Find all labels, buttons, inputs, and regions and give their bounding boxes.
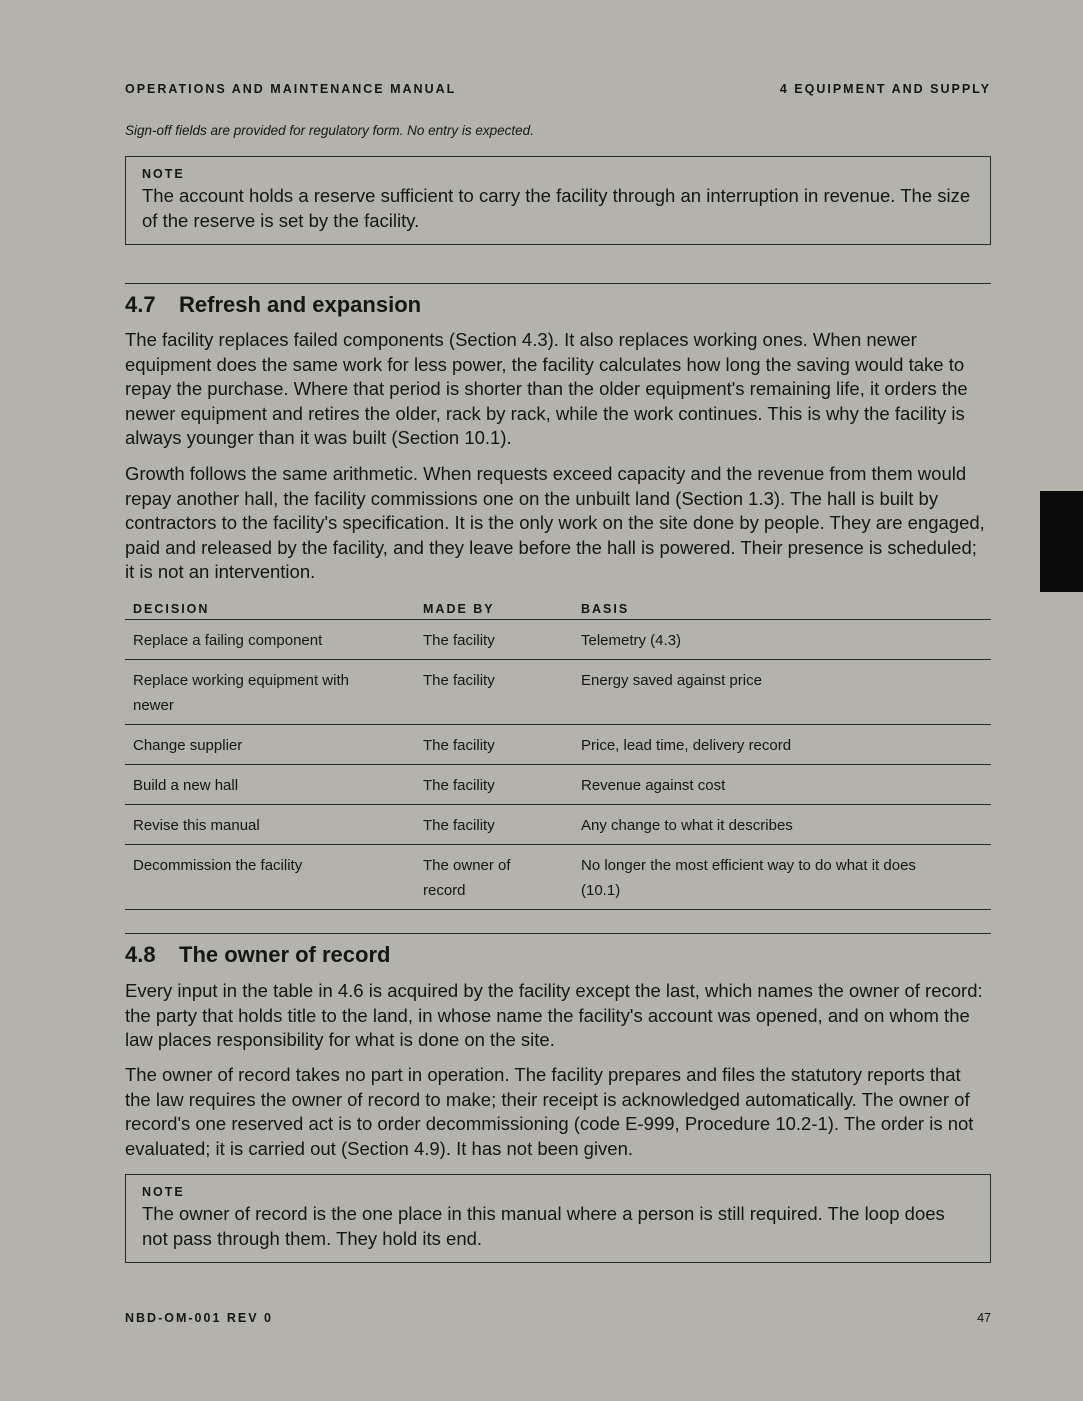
chapter-thumb-tab — [1040, 491, 1083, 592]
cell-basis: Energy saved against price — [573, 660, 991, 725]
column-header-decision: DECISION — [125, 600, 415, 620]
section-title-text: Refresh and expansion — [179, 292, 422, 317]
note-label: NOTE — [142, 167, 185, 181]
note-label: NOTE — [142, 1185, 185, 1199]
section-number: 4.7 — [125, 292, 156, 317]
section-heading-4-8 — [125, 933, 991, 976]
section-number: 4.8 — [125, 942, 156, 967]
intro-note: Sign-off fields are provided for regulatory form. No entry is expected. — [125, 123, 534, 138]
paragraph: Every input in the table in 4.6 is acquired by the facility except the last, which names the owner of record: the party that holds title to the land, in whose name the facility's account was opened, and on whom the law places responsibility for what is done on the site. — [125, 980, 983, 1051]
table-row — [125, 845, 991, 910]
paragraph: The facility replaces failed components (Section 4.3). It also replaces working ones. When newer equipment does the same work for less power, the facility calculates how long the saving would take to repay the purchase. Where that period is shorter than the older equipment's remaining life, it orders the newer equipment and retires the older, rack by rack, while the work continues. This is why the facility is always younger than it was built (Section 10.1). — [125, 329, 968, 449]
column-header-basis: BASIS — [573, 600, 991, 620]
cell-decision: Build a new hall — [125, 765, 415, 805]
running-footer — [125, 1311, 991, 1325]
cell-decision: Change supplier — [125, 725, 415, 765]
table-row — [125, 725, 991, 765]
decision-table — [125, 600, 991, 910]
note-box-reserve — [125, 156, 991, 245]
cell-made-by: The owner of record — [415, 845, 573, 910]
cell-made-by: The facility — [415, 620, 573, 660]
cell-decision: Revise this manual — [125, 805, 415, 845]
cell-basis: Price, lead time, delivery record — [573, 725, 991, 765]
note-text: The account holds a reserve sufficient to carry the facility through an interruption in revenue. The size of the reserve is set by the facility. — [142, 185, 971, 231]
table-row — [125, 620, 991, 660]
section-title — [125, 942, 991, 968]
column-header-made-by: MADE BY — [415, 600, 573, 620]
section-title — [125, 292, 991, 318]
cell-decision: Decommission the facility — [125, 845, 415, 910]
paragraph: Growth follows the same arithmetic. When requests exceed capacity and the revenue from them would repay another hall, the facility commissions one on the unbuilt land (Section 1.3). The hall is built by contractors to the facility's specification. It is the only work on the site done by people. They are engaged, paid and released by the facility, and they leave before the hall is powered. Their presence is scheduled; it is not an intervention. — [125, 463, 985, 583]
cell-basis: Any change to what it describes — [573, 805, 991, 845]
cell-basis: Revenue against cost — [573, 765, 991, 805]
table-row — [125, 805, 991, 845]
document-id: NBD-OM-001 REV 0 — [125, 1311, 273, 1325]
page-number: 47 — [977, 1311, 991, 1325]
cell-basis: Telemetry (4.3) — [573, 620, 991, 660]
note-box-owner — [125, 1174, 991, 1263]
cell-made-by: The facility — [415, 805, 573, 845]
header-manual-title: OPERATIONS AND MAINTENANCE MANUAL — [125, 82, 457, 96]
table-row — [125, 765, 991, 805]
paragraph: The owner of record takes no part in operation. The facility prepares and files the statutory reports that the law requires the owner of record to make; their receipt is acknowledged automatically. The owner of record's one reserved act is to order decommissioning (code E-999, Procedure 10.2-1). The order is not evaluated; it is carried out (Section 4.9). It has not been given. — [125, 1064, 974, 1159]
table-header-row — [125, 600, 991, 620]
table-row — [125, 660, 991, 725]
note-text: The owner of record is the one place in this manual where a person is still required. The loop does not pass through them. They hold its end. — [142, 1203, 945, 1249]
cell-decision: Replace working equipment with newer — [125, 660, 415, 725]
cell-decision: Replace a failing component — [125, 620, 415, 660]
header-chapter-title: 4 EQUIPMENT AND SUPPLY — [779, 82, 991, 96]
section-title-text: The owner of record — [179, 942, 391, 967]
section-heading-4-7 — [125, 283, 991, 326]
cell-made-by: The facility — [415, 765, 573, 805]
running-header — [125, 82, 991, 96]
cell-made-by: The facility — [415, 725, 573, 765]
cell-made-by: The facility — [415, 660, 573, 725]
cell-basis: No longer the most efficient way to do what it does (10.1) — [573, 845, 991, 910]
